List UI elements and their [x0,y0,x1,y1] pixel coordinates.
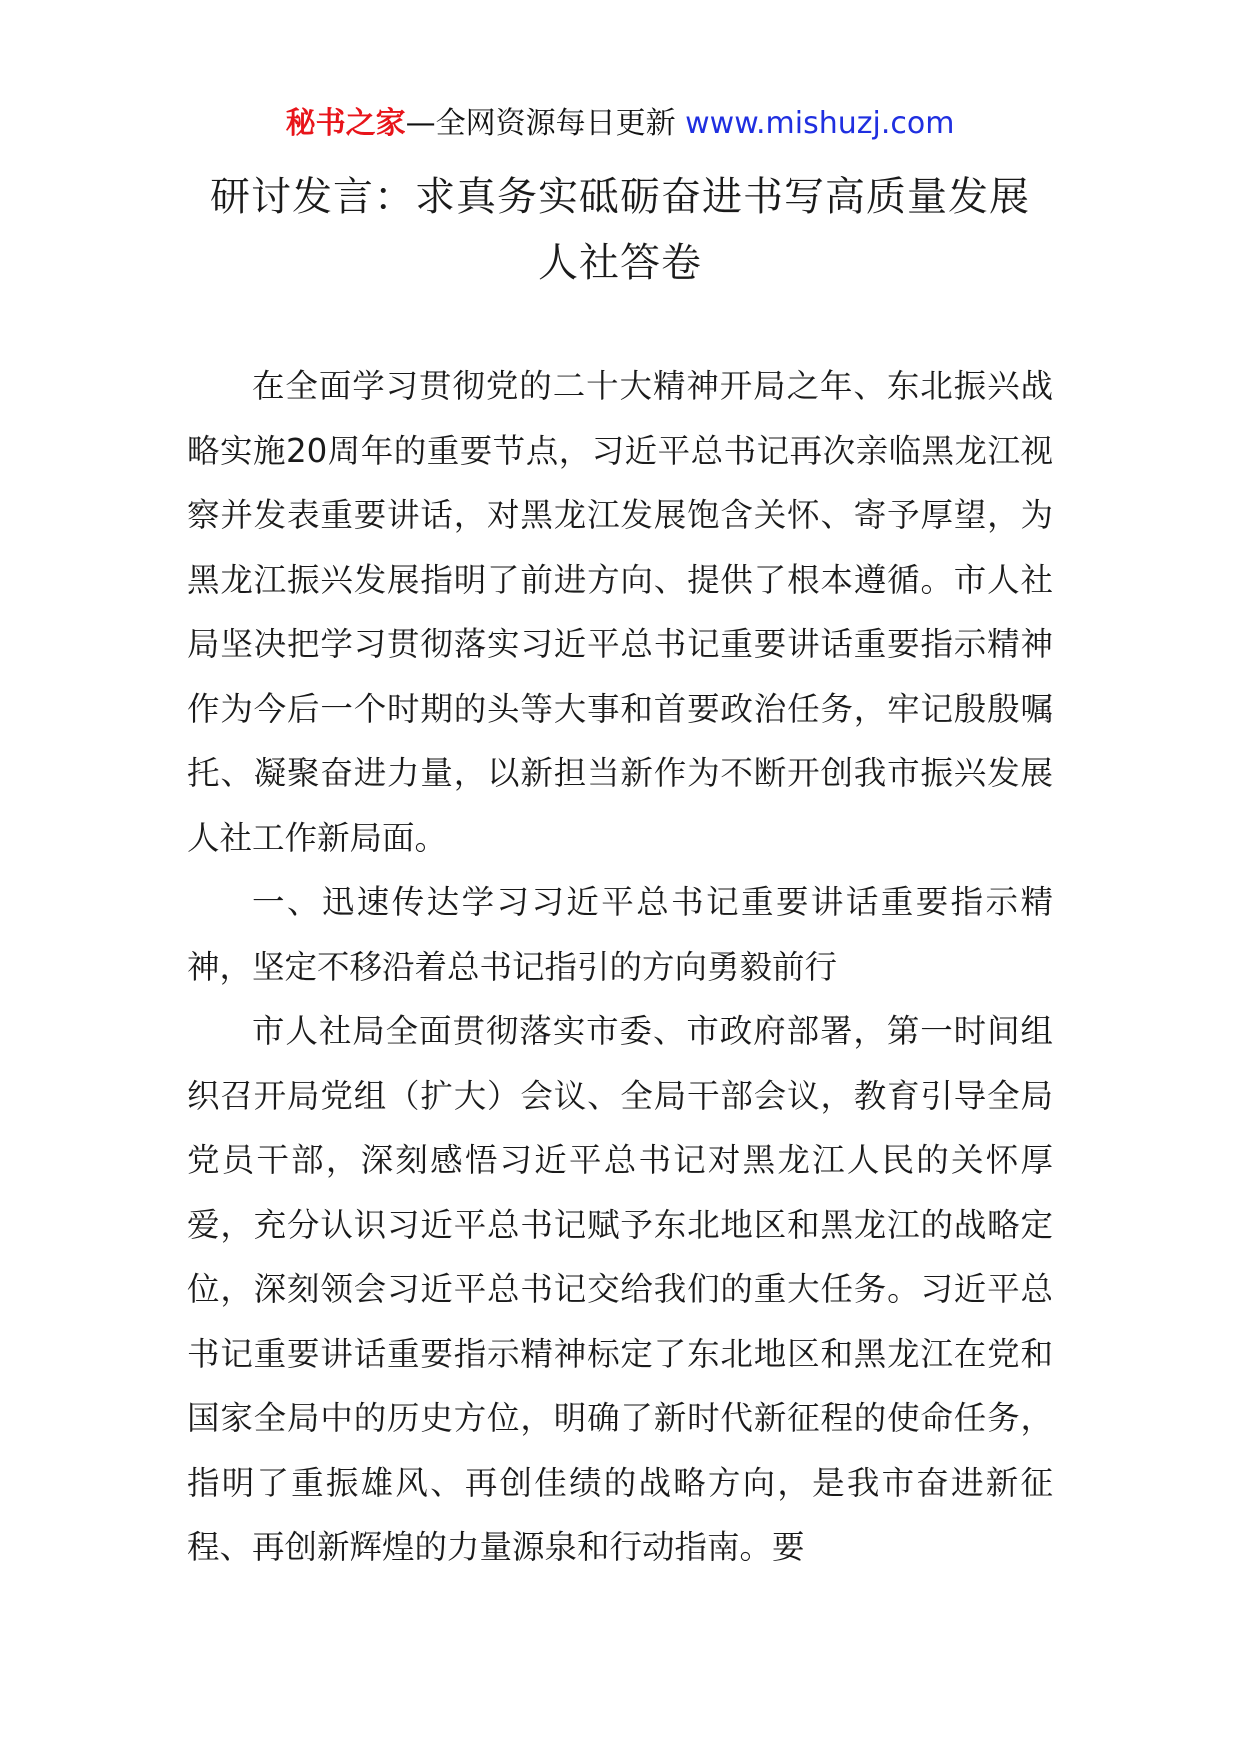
site-header [0,104,1240,144]
body-paragraph-1: 在全面学习贯彻党的二十大精神开局之年、东北振兴战略实施20周年的重要节点，习近平总书记再次亲临黑龙江视察并发表重要讲话，对黑龙江发展饱含关怀、寄予厚望，为黑龙江振兴发展指明了前进方向、提供了根本遵循。市人社局坚决把学习贯彻落实习近平总书记重要讲话重要指示精神作为今后一个时期的头等大事和首要政治任务，牢记殷殷嘱托、凝聚奋进力量，以新担当新作为不断开创我市振兴发展人社工作新局面。 [187,367,1053,857]
section-heading-1: 一、迅速传达学习习近平总书记重要讲话重要指示精神，坚定不移沿着总书记指引的方向勇毅前行 [187,883,1053,986]
site-brand: 秘书之家 [285,106,406,141]
body-paragraph-2: 市人社局全面贯彻落实市委、市政府部署，第一时间组织召开局党组（扩大）会议、全局干部会议，教育引导全局党员干部，深刻感悟习近平总书记对黑龙江人民的关怀厚爱，充分认识习近平总书记赋予东北地区和黑龙江的战略定位，深刻领会习近平总书记交给我们的重大任务。习近平总书记重要讲话重要指示精神标定了东北地区和黑龙江在党和国家全局中的历史方位，明确了新时代新征程的使命任务，指明了重振雄风、再创佳绩的战略方向，是我市奋进新征程、再创新辉煌的力量源泉和行动指南。要 [187,1012,1053,1566]
title-line-1: 研讨发言：求真务实砥砺奋进书写高质量发展 [210,174,1030,220]
document-body [187,354,1053,1580]
site-tagline: —全网资源每日更新 [405,106,676,141]
document-title [150,164,1090,296]
site-url[interactable]: www.mishuzj.com [685,106,955,141]
title-line-2: 人社答卷 [538,240,702,286]
